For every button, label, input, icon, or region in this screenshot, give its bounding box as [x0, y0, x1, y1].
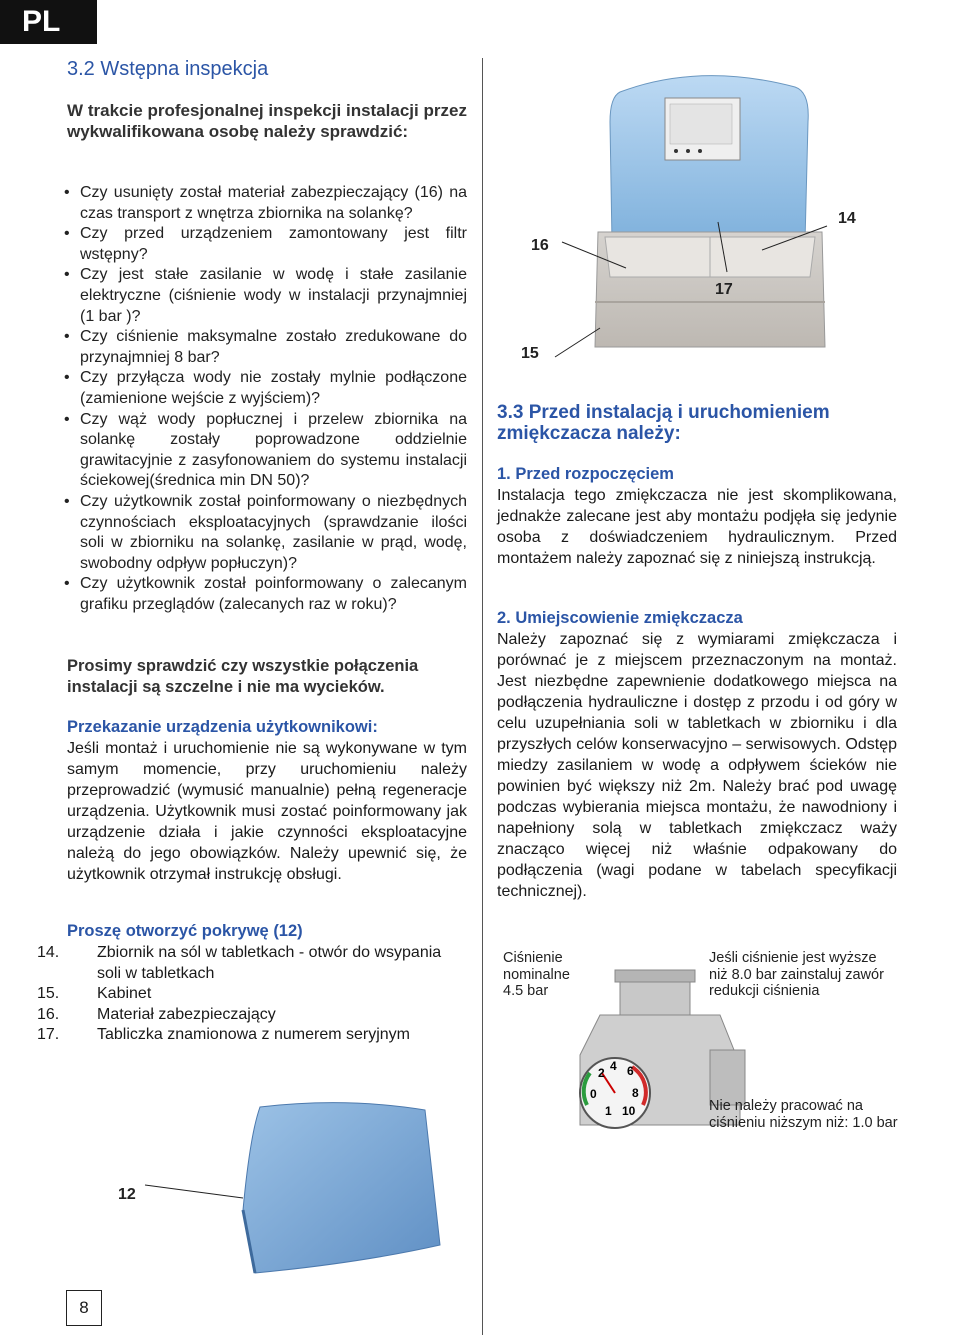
- parts-item-number: 15.: [37, 985, 60, 1002]
- callout-15: 15: [521, 345, 539, 362]
- parts-item: [37, 1025, 467, 1046]
- callout-12: 12: [118, 1186, 136, 1203]
- parts-item-number: 16.: [37, 1005, 60, 1023]
- callout-17: 17: [715, 281, 733, 298]
- gauge-label-6: 6: [627, 1064, 634, 1078]
- cover-illustration: [95, 1095, 475, 1280]
- checklist-item: • Czy przed urządzeniem zamontowany jest filtr wstępny?: [64, 224, 467, 265]
- cover-heading: Proszę otworzyć pokrywę (12): [67, 922, 303, 940]
- intro-text: W trakcie profesjonalnej inspekcji instalacji przez wykwalifikowana osobę należy sprawdzić:: [67, 101, 467, 141]
- language-tab: PL: [0, 0, 97, 44]
- checklist-item: • Czy użytkownik został poinformowany o zalecanym grafiku przeglądów (zalecanych raz w roku)?: [64, 574, 467, 615]
- gauge-label-0: 0: [590, 1087, 597, 1101]
- pressure-low-note: Nie należy pracować na ciśnieniu niższym niż: 1.0 bar: [709, 1098, 898, 1131]
- parts-item: [37, 984, 467, 1005]
- parts-item: [37, 1005, 467, 1026]
- checklist-item: • Czy usunięty został materiał zabezpieczający (16) na czas transport z wnętrza zbiornika na solankę?: [64, 183, 467, 224]
- parts-item-text: Materiał zabezpieczający: [97, 1005, 276, 1023]
- gauge-label-1: 1: [605, 1104, 612, 1118]
- parts-item-text: Tabliczka znamionowa z numerem seryjnym: [97, 1026, 410, 1043]
- checklist-item: • Czy wąż wody popłucznej i przelew zbiornika na solankę zostały poprowadzone oddzielnie grawitacyjnie z zasyfonowaniem do systemu instalacji ściekowej(średnica min DN 50)?: [64, 410, 467, 492]
- gauge-label-4: 4: [610, 1059, 617, 1073]
- checklist: [64, 183, 467, 615]
- callout-14: 14: [838, 210, 856, 227]
- gauge-label-8: 8: [632, 1086, 639, 1100]
- parts-item-text: Kabinet: [97, 985, 152, 1002]
- section-title: 3.2 Wstępna inspekcja: [67, 58, 269, 80]
- parts-item-text: Zbiornik na sól w tabletkach - otwór do wsypania soli w tabletkach: [97, 944, 442, 982]
- checklist-item: • Czy przyłącza wody nie zostały mylnie podłączone (zamienione wejście z wyjściem)?: [64, 368, 467, 409]
- page-number: 8: [66, 1290, 102, 1326]
- section-3-3-heading: 3.3 Przed instalacją i uruchomieniem zmiękczacza należy:: [497, 402, 830, 444]
- pressure-high-note: Jeśli ciśnienie jest wyższe niż 8.0 bar zainstaluj zawór redukcji ciśnienia: [709, 950, 884, 999]
- parts-item-number: 14.: [37, 944, 60, 961]
- checklist-item: • Czy użytkownik został poinformowany o niezbędnych czynnościach eksploatacyjnych (sprawdzanie ilości soli w zbiorniku na solankę, zasilanie w prąd, wodę, swobodny odpływ popłuczyn)?: [64, 492, 467, 574]
- pressure-nominal-note: Ciśnienie nominalne 4.5 bar: [503, 950, 570, 999]
- subheading-location: 2. Umiejscowienie zmiękczacza: [497, 609, 743, 627]
- parts-item: [37, 943, 467, 984]
- handover-text: Jeśli montaż i uruchomienie nie są wykonywane w tym samym momencie, przy uruchomieniu należy przeprowadzić (wymusić manualnie) pełną regeneracje urządzenia. Użytkownik musi zostać poinformowany jak urządzenie działa i jakie czynności eksploatacyjne należą do jego obowiązków. Należy upewnić się, że użytkownik otrzymał instrukcję obsługi.: [67, 740, 467, 883]
- softener-illustration: [500, 62, 920, 362]
- before-start-text: Instalacja tego zmiękczacza nie jest skomplikowana, jednakże zalecane jest aby montażu podjęła się jedynie osoba z doświadczeniem hydraulicznym. Przed montażem należy zapoznać się z niniejszą instrukcją.: [497, 487, 897, 567]
- subheading-before-start: 1. Przed rozpoczęciem: [497, 465, 674, 483]
- callout-16: 16: [531, 237, 549, 254]
- column-divider: [482, 58, 483, 1335]
- checklist-item: • Czy ciśnienie maksymalne zostało zredukowane do przynajmniej 8 bar?: [64, 327, 467, 368]
- handover-heading: Przekazanie urządzenia użytkownikowi:: [67, 718, 378, 736]
- parts-list: [37, 943, 467, 1046]
- parts-item-number: 17.: [37, 1026, 60, 1043]
- gauge-label-2: 2: [598, 1066, 605, 1080]
- location-text: Należy zapoznać się z wymiarami zmiękczacza i porównać je z miejscem przeznaczonym na montaż. Jest niezbędne zapewnienie dodatkowego miejsca na podłączenia hydrauliczne i dostęp z przodu i od góry w celu uzupełniania soli w tabletkach w zbiorniku i dla przyszłych celów konserwacyjno – serwisowych. Odstęp miedzy zasilaniem w wodę a odpływem ścieków nie powinien być większy niż 2m. Należy brać pod uwagę podczas wybierania miejsca montażu, że nawodniony i napełniony solą w tabletkach zmiękczacz waży znacząco więcej niż właśnie odpakowany do podłączenia (wagi podane w tabelach specyfikacji technicznej).: [497, 631, 897, 900]
- gauge-label-10: 10: [622, 1104, 636, 1118]
- leak-check-note: Prosimy sprawdzić czy wszystkie połączenia instalacji są szczelne i nie ma wycieków.: [67, 657, 419, 696]
- checklist-item: • Czy jest stałe zasilanie w wodę i stałe zasilanie elektryczne (ciśnienie wody w instalacji przynajmniej (1 bar )?: [64, 265, 467, 327]
